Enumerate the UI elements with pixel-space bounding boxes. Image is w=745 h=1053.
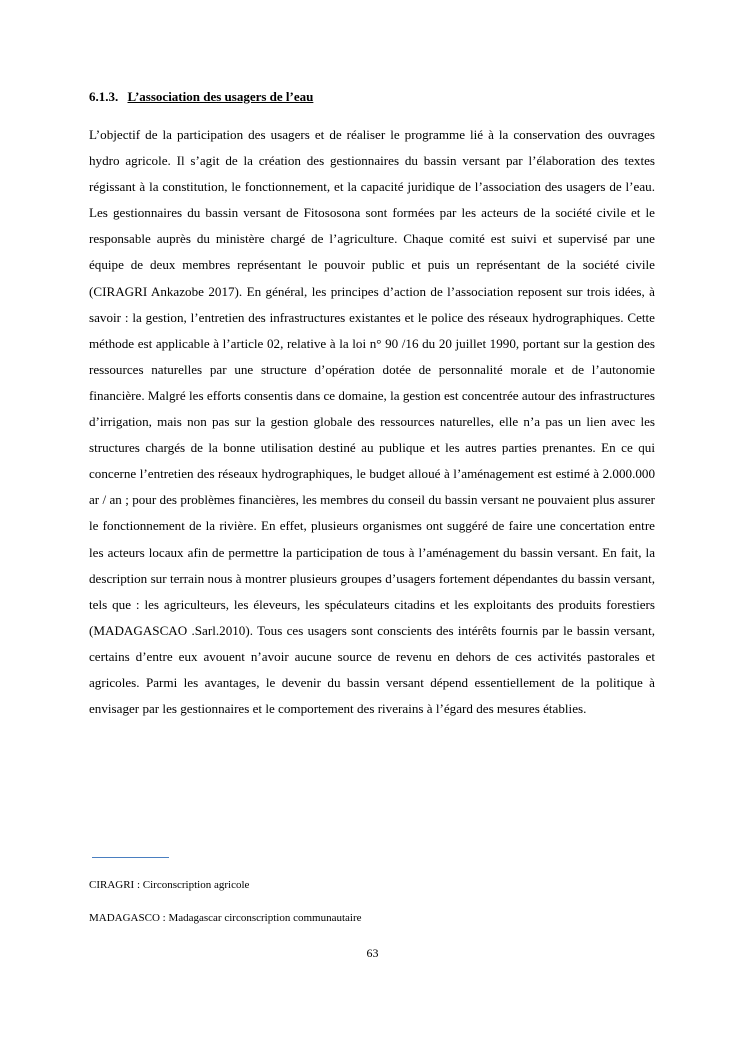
section-heading xyxy=(89,88,313,106)
page-number: 63 xyxy=(366,946,379,960)
footnote-madagasco: MADAGASCO : Madagascar circonscription communautaire xyxy=(89,912,362,924)
body-paragraph: L’objectif de la participation des usagers et de réaliser le programme lié à la conservation des ouvrages hydro agricole. Il s’agit de la création des gestionnaires du bassin versant par l’élaboration des textes régissant à la constitution, le fonctionnement, et la capacité juridique de l’association des usagers de l’eau. Les gestionnaires du bassin versant de Fitososona sont formées par les acteurs de la société civile et le responsable auprès du ministère chargé de l’agriculture. Chaque comité est suivi et supervisé par une équipe de deux membres représentant le pouvoir public et puis un représentant de la société civile (CIRAGRI Ankazobe 2017). En général, les principes d’action de l’association reposent sur trois idées, à savoir : la gestion, l’entretien des infrastructures existantes et le police des réseaux hydrographiques. Cette méthode est applicable à l’article 02, relative à la loi n° 90 /16 du 20 juillet 1990, portant sur la gestion des ressources naturelles par une structure d’opération dotée de personnalité morale et de l’autonomie financière. Malgré les efforts consentis dans ce domaine, la gestion est concentrée autour des infrastructures d’irrigation, mais non pas sur la gestion globale des ressources naturelles, elle n’a pas un lien avec les structures chargés de la bonne utilisation destiné au publique et les autres parties prenantes. En ce qui concerne l’entretien des réseaux hydrographiques, le budget alloué à l’aménagement est estimé à 2.000.000 ar / an ; pour des problèmes financières, les membres du conseil du bassin versant ne pouvaient plus assurer le fonctionnement de la rivière. En effet, plusieurs organismes ont suggéré de faire une concertation entre les acteurs locaux afin de permettre la participation de tous à l’aménagement du bassin versant. En fait, la description sur terrain nous à montrer plusieurs groupes d’usagers fortement dépendantes du bassin versant, tels que : les agriculteurs, les éleveurs, les spéculateurs citadins et les exploitants des produits forestiers (MADAGASCAO .Sarl.2010). Tous ces usagers sont conscients des intérêts fournis par le bassin versant, certains d’entre eux avouent n’avoir aucune source de revenu en dehors de ces activités pastorales et agricoles. Parmi les avantages, le devenir du bassin versant dépend essentiellement de la politique à envisager par les gestionnaires et le comportement des riverains à l’égard des mesures établies. xyxy=(89,127,655,717)
section-title: L’association des usagers de l’eau xyxy=(127,89,314,104)
footnote-separator xyxy=(92,857,169,858)
footnote-ciragri: CIRAGRI : Circonscription agricole xyxy=(89,879,250,891)
section-number: 6.1.3. xyxy=(89,89,119,104)
